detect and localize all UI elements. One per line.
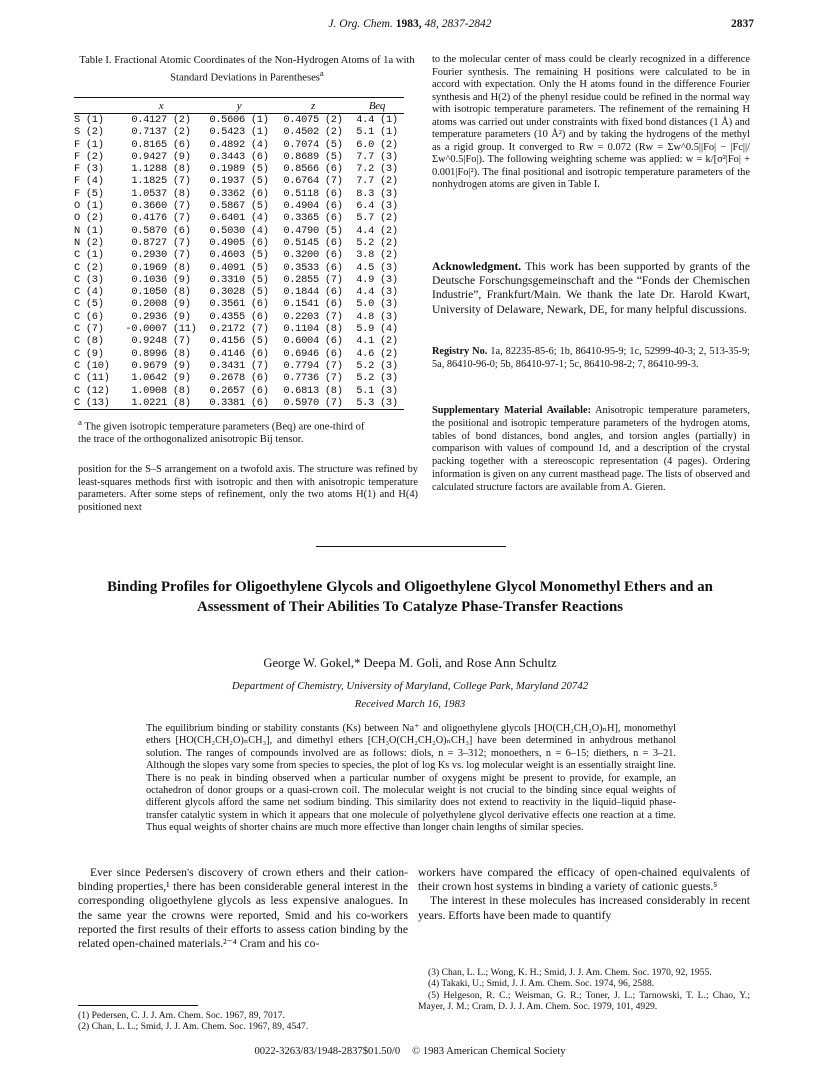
y-cell: 0.4892 (4) [209, 138, 269, 151]
coordinates-table [74, 97, 404, 410]
x-cell: 0.9679 (9) [131, 359, 191, 372]
beq-cell: 4.4 (1) [356, 114, 398, 126]
x-cell: 0.2930 (7) [131, 249, 191, 262]
page-footer [0, 1046, 820, 1057]
z-cell: 0.7736 (7) [283, 372, 343, 385]
table-row [74, 298, 404, 310]
y-cell: 0.3362 (6) [209, 187, 269, 200]
y-cell: 0.1937 (5) [209, 175, 269, 188]
atom-cell: F (2) [74, 150, 104, 163]
beq-cell: 4.6 (2) [356, 347, 398, 360]
beq-cell: 5.3 (3) [350, 397, 404, 410]
atom-cell: F (4) [74, 175, 104, 188]
table-row [74, 311, 404, 323]
supplementary-section [432, 405, 750, 495]
running-header [0, 18, 820, 34]
table-header-row [74, 98, 404, 114]
table-row [74, 323, 404, 335]
x-cell: 0.8727 (7) [131, 236, 191, 249]
x-cell: 1.0221 (8) [120, 397, 202, 410]
y-cell: 0.3310 (5) [209, 273, 269, 286]
article-authors: George W. Gokel,* Deepa M. Goli, and Rose Ann Schultz [263, 656, 557, 670]
y-cell: 0.3443 (6) [209, 150, 269, 163]
y-cell: 0.5030 (4) [209, 224, 269, 237]
article-code: 0022-3263/83/1948-2837$01.50/0 [254, 1046, 401, 1057]
beq-cell: 5.1 (3) [356, 384, 398, 397]
table-row [74, 139, 404, 151]
intro-paragraph-2: workers have compared the efficacy of open-chained equivalents of their crown host systems in binding a variety of cationic guests.⁵ [418, 866, 750, 894]
footnote-2: (2) Chan, L. L.; Smid, J. J. Am. Chem. Soc. 1967, 89, 4547. [78, 1021, 309, 1033]
registry-section [432, 346, 750, 372]
supplementary-heading: Supplementary Material Available: [432, 405, 592, 416]
z-cell: 0.1844 (6) [283, 286, 343, 299]
atom-cell: C (13) [74, 397, 120, 410]
footnote-4: (4) Takaki, U.; Smid, J. J. Am. Chem. Soc. 1974, 96, 2588. [428, 978, 655, 990]
atom-cell: O (1) [74, 200, 104, 213]
atom-cell: F (3) [74, 163, 104, 176]
footnote-1: (1) Pedersen, C. J. J. Am. Chem. Soc. 1967, 89, 7017. [78, 1010, 285, 1021]
atom-cell: C (5) [74, 298, 104, 311]
atom-cell: F (5) [74, 187, 104, 200]
z-cell: 0.6813 (8) [283, 384, 343, 397]
y-cell: 0.4091 (5) [209, 261, 269, 274]
table-header-atom [74, 98, 120, 114]
page-number: 2837 [731, 18, 754, 30]
table-row [74, 372, 404, 384]
intro-right-column [418, 866, 750, 923]
y-cell: 0.4355 (6) [209, 310, 269, 323]
x-cell: 0.7137 (2) [131, 126, 191, 139]
y-cell: 0.6401 (4) [209, 212, 269, 225]
z-cell: 0.3200 (6) [283, 249, 343, 262]
footnote-rule [78, 1005, 198, 1006]
x-cell: 0.9427 (9) [131, 150, 191, 163]
article-abstract: The equilibrium binding or stability constants (Ks) between Na⁺ and oligoethylene glycols [HO(CH₂CH₂O)ₙH], monomethyl ethers [HO(CH₂CH₂O)ₙCH₃], and dimethyl ethers [CH₃O(CH₂CH₂O)ₙCH₃] have been determined in anhydrous methanol solution. The ranges of compounds involved are as follows: diols, n = 3–312; monoethers, n = 6–15; diethers, n = 3–21. Although the slopes vary some from species to species, the plot of log Ks vs. log molecular weight is an essentially straight line. There is no peak in binding observed when a particular number of oxygens might be present to provide, for example, an octahedron of donor groups or a quasi-crown coil. The molecular weight is not crucial to the binding since equal weights of different glycols afford the same net sodium binding. This similarity does not extend to reactivity in the liquid–liquid phase-transfer catalytic system in which it appears that one molecule of polyethylene glycol derivative effects one reaction at a time. Thus equal weights of shorter chains are much more effective than longer chain lengths of similar species. [146, 723, 676, 834]
z-cell: 0.7074 (5) [283, 138, 343, 151]
beq-cell: 4.8 (3) [356, 310, 398, 323]
article-affiliation: Department of Chemistry, University of Maryland, College Park, Maryland 20742 [231, 680, 589, 692]
y-cell: 0.5606 (1) [209, 114, 269, 126]
beq-cell: 5.2 (2) [356, 236, 398, 249]
z-cell: 0.5118 (6) [283, 187, 343, 200]
z-cell: 0.3533 (6) [283, 261, 343, 274]
z-cell: 0.2855 (7) [283, 273, 343, 286]
atom-cell: S (1) [74, 114, 104, 126]
table-header-z: z [276, 98, 350, 114]
table-header-y: y [202, 98, 276, 114]
table-row [74, 249, 404, 261]
x-cell: 1.0642 (9) [131, 372, 191, 385]
x-cell: 0.3660 (7) [131, 200, 191, 213]
x-cell: 1.1288 (8) [131, 163, 191, 176]
refinement-continuation-paragraph: to the molecular center of mass could be clearly recognized in a difference Fourier synthesis. The remaining H positions were calculated to be in accord with expectation. Only the H atoms found in the difference Fourier synthesis and H(2) of the phenyl residue could be refined in the normal way with isotropic temperature parameters. The refinement of the remaining H atoms was carried out under constraints with fixed bond distances (1 Å) and temperature parameters (10 Å²) and by taking the hydrogens of the methyl as a rigid group. It converged to Rw = 0.072 (Rw = Σw^0.5||Fo| − |Fc||/Σw^0.5|Fo|). The following weighting scheme was applied: w = k/[σ²|Fo| + 0.001|Fo|²). The final positional and isotropic temperature parameters of the nonhydrogen atoms are given in Table I. [432, 54, 750, 190]
x-cell: 0.2936 (9) [131, 310, 191, 323]
table-row [74, 175, 404, 187]
table-row [74, 360, 404, 372]
table-row [74, 348, 404, 360]
table-row [74, 163, 404, 175]
x-cell: 0.8165 (6) [131, 138, 191, 151]
copyright-notice: © 1983 American Chemical Society [412, 1046, 566, 1057]
x-cell: 1.1825 (7) [131, 175, 191, 188]
atom-cell: F (1) [74, 138, 104, 151]
beq-cell: 4.4 (3) [356, 286, 398, 299]
registry-text: 1a, 82235-85-6; 1b, 86410-95-9; 1c, 52999-40-3; 2, 513-35-9; 5a, 86410-96-0; 5b, 86410-97-1; 5c, 86410-98-2; 7, 86410-99-3. [432, 346, 751, 370]
table-row [74, 200, 404, 212]
table-caption-text: Table I. Fractional Atomic Coordinates of the Non-Hydrogen Atoms of 1a with Standard Deviations in Parentheses [79, 55, 415, 84]
z-cell: 0.4790 (5) [283, 224, 343, 237]
z-cell: 0.1541 (6) [283, 298, 343, 311]
z-cell: 0.7794 (7) [283, 359, 343, 372]
y-cell: 0.4156 (5) [209, 335, 269, 348]
received-date: Received March 16, 1983 [354, 698, 466, 710]
z-cell: 0.4904 (6) [283, 200, 343, 213]
beq-cell: 4.5 (3) [356, 261, 398, 274]
atom-cell: C (8) [74, 335, 104, 348]
beq-cell: 8.3 (3) [356, 187, 398, 200]
footnotes-left [78, 1010, 408, 1033]
supplementary-text: Anisotropic temperature parameters, the positional and isotropic temperature parameters of the hydrogen atoms, tables of bond distances, bond angles, and torsion angles (partially) in comparison with values of compound 1d, and a description of the crystal packing together with a stereoscopic representation (4 pages). Ordering information is given on any current masthead page. The lists of observed and calculated structure factors are available from A. Gieren. [432, 405, 750, 493]
atom-cell: C (1) [74, 249, 104, 262]
acknowledgment-section [432, 260, 750, 317]
y-cell: 0.3431 (7) [209, 359, 269, 372]
x-cell: 0.1050 (8) [131, 286, 191, 299]
table-footnote-text: The given isotropic temperature parameters (Beq) are one-third of the trace of the orthogonalized anisotropic Bij tensor. [78, 421, 365, 446]
z-cell: 0.8689 (5) [283, 150, 343, 163]
beq-cell: 6.0 (2) [356, 138, 398, 151]
x-cell: 1.0908 (8) [131, 384, 191, 397]
atom-cell: C (10) [74, 359, 110, 372]
footnote-3: (3) Chan, L. L.; Wong, K. H.; Smid, J. J. Am. Chem. Soc. 1970, 92, 1955. [428, 967, 712, 978]
beq-cell: 4.1 (2) [356, 335, 398, 348]
table-row [74, 188, 404, 200]
y-cell: 0.5867 (5) [209, 200, 269, 213]
y-cell: 0.2657 (6) [209, 384, 269, 397]
footnotes-right [418, 967, 750, 1013]
z-cell: 0.6946 (6) [283, 347, 343, 360]
z-cell: 0.4502 (2) [283, 126, 343, 139]
atom-cell: N (2) [74, 236, 104, 249]
registry-heading: Registry No. [432, 346, 488, 357]
y-cell: 0.1989 (5) [209, 163, 269, 176]
y-cell: 0.2172 (7) [209, 323, 269, 336]
z-cell: 0.2203 (7) [283, 310, 343, 323]
y-cell: 0.3028 (5) [209, 286, 269, 299]
beq-cell: 4.4 (2) [356, 224, 398, 237]
table-footnote: $^a$ The given isotropic temperature parameters (Beq) are one-third of the trace of the orthogonalized anisotropic Bij tensor. [78, 417, 365, 446]
atom-cell: C (4) [74, 286, 104, 299]
volume-pages: 48, 2837-2842 [424, 18, 492, 30]
z-cell: 0.8566 (6) [283, 163, 343, 176]
table-caption-mark: a [319, 68, 324, 78]
table-row [74, 114, 404, 127]
atom-cell: N (1) [74, 224, 104, 237]
y-cell: 0.3561 (6) [209, 298, 269, 311]
beq-cell: 7.7 (3) [356, 150, 398, 163]
journal-year: 1983, [395, 18, 422, 30]
atom-cell: C (9) [74, 347, 104, 360]
beq-cell: 5.2 (3) [356, 372, 398, 385]
intro-paragraph-1: Ever since Pedersen's discovery of crown ethers and their cation-binding properties,¹ there has been considerable general interest in the corresponding oligoethylene glycols as less expensive analogues. In the same year the crowns were reported, Smid and his co-workers reported the first results of their efforts to assess cation binding by the related open-chained materials.²⁻⁴ Cram and his co- [78, 866, 408, 951]
atom-cell: S (2) [74, 126, 104, 139]
y-cell: 0.2678 (6) [209, 372, 269, 385]
beq-cell: 6.4 (3) [356, 200, 398, 213]
table-row [74, 385, 404, 397]
z-cell: 0.1104 (8) [283, 323, 343, 336]
table-row [74, 225, 404, 237]
y-cell: 0.3381 (6) [202, 397, 276, 410]
beq-cell: 7.7 (2) [356, 175, 398, 188]
table-row [74, 126, 404, 138]
atom-cell: C (6) [74, 310, 104, 323]
x-cell: 0.8996 (8) [131, 347, 191, 360]
journal-name: J. Org. Chem. [328, 18, 393, 30]
footnote-5: (5) Helgeson, R. C.; Weisman, G. R.; Toner, J. L.; Tarnowski, T. L.; Chao, Y.; Mayer, J. M.; Cram, D. J. J. Am. Chem. Soc. 1979, 101, 4929. [418, 989, 750, 1013]
atom-cell: C (2) [74, 261, 104, 274]
table-row [74, 397, 404, 410]
beq-cell: 7.2 (3) [356, 163, 398, 176]
atom-cell: C (11) [74, 372, 110, 385]
beq-cell: 5.1 (1) [356, 126, 398, 139]
y-cell: 0.5423 (1) [209, 126, 269, 139]
x-cell: 0.4127 (2) [131, 114, 191, 126]
table-row [74, 286, 404, 298]
x-cell: 0.5870 (6) [131, 224, 191, 237]
x-cell: 0.2008 (9) [131, 298, 191, 311]
beq-cell: 5.7 (2) [356, 212, 398, 225]
z-cell: 0.5145 (6) [283, 236, 343, 249]
z-cell: 0.6764 (7) [283, 175, 343, 188]
x-cell: 0.9248 (7) [131, 335, 191, 348]
x-cell: -0.0007 (11) [125, 323, 197, 336]
intro-paragraph-3: The interest in these molecules has increased considerably in recent years. Efforts have been made to quantify [418, 894, 750, 922]
atom-cell: C (7) [74, 323, 104, 336]
table-row [74, 262, 404, 274]
acknowledgment-heading: Acknowledgment. [432, 260, 522, 273]
section-divider [316, 546, 506, 547]
x-cell: 0.1969 (8) [131, 261, 191, 274]
table-row [74, 212, 404, 224]
atom-cell: C (3) [74, 273, 104, 286]
acknowledgment-text: This work has been supported by grants of the Deutsche Forschungsgemeinschaft and the “Fonds der Chemischen Industrie”, Frankfurt/Main. We thank the late Dr. Harold Kwart, University of Delaware, Newark, DE, for many helpful discussions. [432, 260, 750, 316]
beq-cell: 4.9 (3) [356, 273, 398, 286]
z-cell: 0.5970 (7) [276, 397, 350, 410]
beq-cell: 5.2 (3) [356, 359, 398, 372]
x-cell: 0.4176 (7) [131, 212, 191, 225]
atom-cell: C (12) [74, 384, 110, 397]
z-cell: 0.4075 (2) [283, 114, 343, 126]
beq-cell: 5.0 (3) [356, 298, 398, 311]
article-title: Binding Profiles for Oligoethylene Glycols and Oligoethylene Glycol Monomethyl Ethers and an Assessment of Their Abilities To Catalyze Phase-Transfer Reactions [107, 579, 713, 615]
table-row [74, 237, 404, 249]
x-cell: 0.1036 (9) [131, 273, 191, 286]
y-cell: 0.4905 (6) [209, 236, 269, 249]
table-header-x: x [120, 98, 202, 114]
intro-left-column [78, 866, 408, 951]
journal-citation [0, 18, 820, 30]
beq-cell: 5.9 (4) [356, 323, 398, 336]
beq-cell: 3.8 (2) [356, 249, 398, 262]
table-caption [78, 54, 416, 85]
structure-refinement-paragraph: position for the S–S arrangement on a twofold axis. The structure was refined by least-squares methods first with isotropic and then with anisotropic temperature parameters. After some steps of refinement, only the two atoms H(1) and H(4) positioned next [78, 464, 418, 513]
x-cell: 1.0537 (8) [131, 187, 191, 200]
y-cell: 0.4146 (6) [209, 347, 269, 360]
table-row [74, 274, 404, 286]
z-cell: 0.6004 (6) [283, 335, 343, 348]
table-row [74, 151, 404, 163]
table-row [74, 335, 404, 347]
table-header-beq: Beq [350, 98, 404, 114]
atom-cell: O (2) [74, 212, 104, 225]
z-cell: 0.3365 (6) [283, 212, 343, 225]
y-cell: 0.4603 (5) [209, 249, 269, 262]
